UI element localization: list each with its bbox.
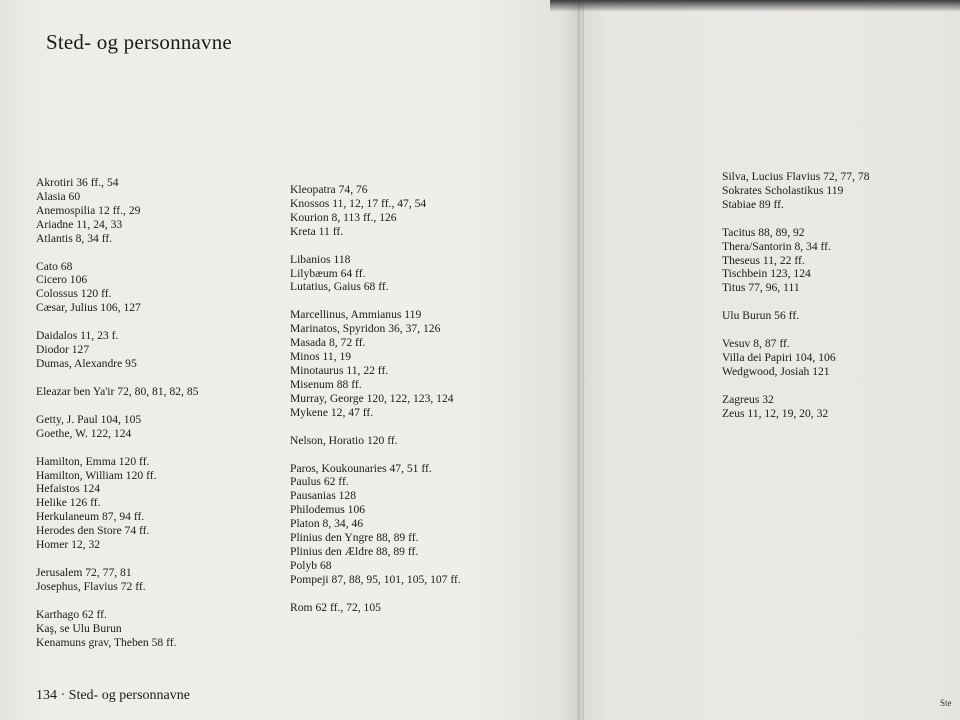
index-entry: Zeus 11, 12, 19, 20, 32 bbox=[722, 406, 829, 420]
index-entry: Kourion 8, 113 ff., 126 bbox=[290, 210, 397, 224]
index-group bbox=[36, 329, 276, 371]
next-page-fragment: Ste bbox=[940, 698, 952, 708]
background-edge bbox=[550, 0, 960, 12]
index-entry: Masada 8, 72 ff. bbox=[290, 336, 366, 350]
index-entry: Helike 126 ff. bbox=[36, 496, 101, 510]
index-entry: Plinius den Yngre 88, 89 ff. bbox=[290, 531, 419, 545]
index-group bbox=[36, 608, 276, 650]
index-group bbox=[722, 393, 952, 421]
index-entry: Kenamuns grav, Theben 58 ff. bbox=[36, 635, 177, 649]
index-group bbox=[36, 455, 276, 552]
index-entry: Marcellinus, Ammianus 119 bbox=[290, 308, 422, 322]
index-entry: Nelson, Horatio 120 ff. bbox=[290, 433, 398, 447]
index-entry: Pompeji 87, 88, 95, 101, 105, 107 ff. bbox=[290, 572, 461, 586]
index-entry: Theseus 11, 22 ff. bbox=[722, 253, 805, 267]
index-group bbox=[290, 308, 560, 419]
index-column-1 bbox=[36, 176, 276, 663]
index-entry: Paulus 62 ff. bbox=[290, 475, 349, 489]
index-column-3 bbox=[722, 170, 952, 435]
index-entry: Titus 77, 96, 111 bbox=[722, 281, 800, 295]
index-group bbox=[36, 413, 276, 441]
index-group bbox=[36, 176, 276, 246]
index-entry: Philodemus 106 bbox=[290, 503, 366, 517]
index-group bbox=[290, 434, 560, 448]
index-entry: Wedgwood, Josiah 121 bbox=[722, 364, 830, 378]
index-entry: Hamilton, Emma 120 ff. bbox=[36, 454, 150, 468]
index-group bbox=[722, 337, 952, 379]
index-entry: Villa dei Papiri 104, 106 bbox=[722, 351, 836, 365]
index-entry: Minotaurus 11, 22 ff. bbox=[290, 363, 389, 377]
index-entry: Thera/Santorin 8, 34 ff. bbox=[722, 239, 831, 253]
index-entry: Hamilton, William 120 ff. bbox=[36, 468, 157, 482]
index-group bbox=[290, 183, 560, 239]
index-group bbox=[290, 601, 560, 615]
index-entry: Marinatos, Spyridon 36, 37, 126 bbox=[290, 322, 441, 336]
index-entry: Josephus, Flavius 72 ff. bbox=[36, 579, 146, 593]
index-entry: Ulu Burun 56 ff. bbox=[722, 309, 800, 323]
index-entry: Homer 12, 32 bbox=[36, 538, 101, 552]
index-entry: Kaş, se Ulu Burun bbox=[36, 621, 122, 635]
index-entry: Lutatius, Gaius 68 ff. bbox=[290, 280, 389, 294]
index-entry: Diodor 127 bbox=[36, 343, 90, 357]
index-entry: Minos 11, 19 bbox=[290, 350, 352, 364]
index-entry: Vesuv 8, 87 ff. bbox=[722, 337, 790, 351]
index-entry: Mykene 12, 47 ff. bbox=[290, 405, 374, 419]
index-entry: Jerusalem 72, 77, 81 bbox=[36, 565, 132, 579]
index-group bbox=[722, 170, 952, 212]
index-entry: Pausanias 128 bbox=[290, 489, 357, 503]
index-entry: Alasia 60 bbox=[36, 189, 81, 203]
right-page bbox=[584, 0, 960, 720]
index-group bbox=[290, 462, 560, 587]
index-entry: Dumas, Alexandre 95 bbox=[36, 356, 137, 370]
page-footer: 134 · Sted- og personnavne bbox=[36, 688, 190, 703]
index-entry: Plinius den Ældre 88, 89 ff. bbox=[290, 544, 419, 558]
index-entry: Cæsar, Julius 106, 127 bbox=[36, 301, 141, 315]
index-group bbox=[722, 309, 952, 323]
index-entry: Sokrates Scholastikus 119 bbox=[722, 183, 844, 197]
index-entry: Paros, Koukounaries 47, 51 ff. bbox=[290, 461, 432, 475]
index-group bbox=[36, 566, 276, 594]
index-entry: Murray, George 120, 122, 123, 124 bbox=[290, 391, 454, 405]
index-entry: Eleazar ben Ya'ir 72, 80, 81, 82, 85 bbox=[36, 384, 199, 398]
index-entry: Anemospilia 12 ff., 29 bbox=[36, 203, 141, 217]
index-entry: Zagreus 32 bbox=[722, 392, 774, 406]
index-group bbox=[36, 385, 276, 399]
index-entry: Tischbein 123, 124 bbox=[722, 267, 811, 281]
index-entry: Rom 62 ff., 72, 105 bbox=[290, 600, 381, 614]
index-entry: Kleopatra 74, 76 bbox=[290, 183, 368, 196]
index-entry: Ariadne 11, 24, 33 bbox=[36, 217, 123, 231]
index-entry: Daidalos 11, 23 f. bbox=[36, 329, 119, 343]
index-entry: Platon 8, 34, 46 bbox=[290, 517, 364, 531]
index-entry: Polyb 68 bbox=[290, 558, 332, 572]
index-entry: Silva, Lucius Flavius 72, 77, 78 bbox=[722, 170, 870, 183]
index-entry: Knossos 11, 12, 17 ff., 47, 54 bbox=[290, 196, 427, 210]
index-entry: Atlantis 8, 34 ff. bbox=[36, 231, 113, 245]
index-group bbox=[722, 226, 952, 296]
index-entry: Herkulaneum 87, 94 ff. bbox=[36, 510, 145, 524]
index-entry: Misenum 88 ff. bbox=[290, 377, 362, 391]
index-entry: Akrotiri 36 ff., 54 bbox=[36, 176, 119, 189]
index-entry: Goethe, W. 122, 124 bbox=[36, 426, 132, 440]
index-group bbox=[36, 260, 276, 316]
index-entry: Hefaistos 124 bbox=[36, 482, 101, 496]
page-heading: Sted- og personnavne bbox=[46, 30, 232, 54]
index-entry: Kreta 11 ff. bbox=[290, 224, 344, 238]
index-entry: Herodes den Store 74 ff. bbox=[36, 524, 150, 538]
index-entry: Lilybæum 64 ff. bbox=[290, 266, 366, 280]
index-entry: Karthago 62 ff. bbox=[36, 607, 107, 621]
index-entry: Colossus 120 ff. bbox=[36, 287, 112, 301]
index-column-2 bbox=[290, 183, 560, 629]
index-entry: Getty, J. Paul 104, 105 bbox=[36, 412, 142, 426]
index-group bbox=[290, 253, 560, 295]
index-entry: Tacitus 88, 89, 92 bbox=[722, 225, 805, 239]
index-entry: Stabiae 89 ff. bbox=[722, 197, 784, 211]
index-entry: Libanios 118 bbox=[290, 252, 351, 266]
index-entry: Cato 68 bbox=[36, 259, 73, 273]
index-entry: Cicero 106 bbox=[36, 273, 88, 287]
